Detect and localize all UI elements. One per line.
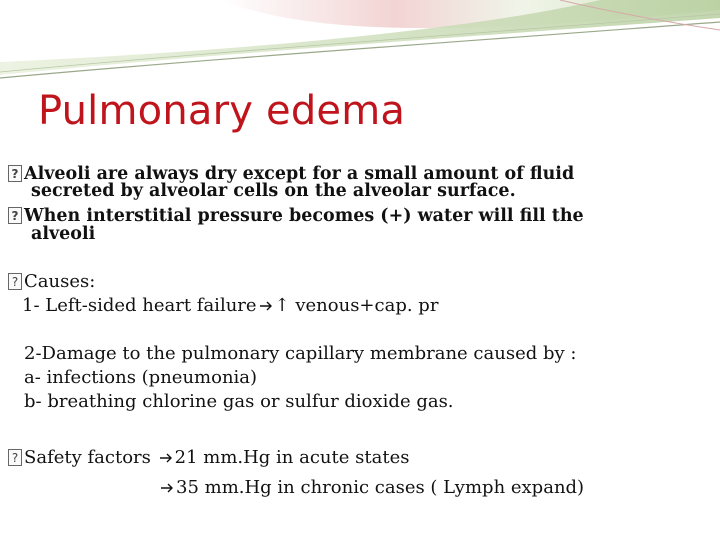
bullet-continuation: secreted by alveolar cells on the alveolar surface.	[31, 181, 516, 201]
cause-2-item-a: a- infections (pneumonia)	[24, 367, 258, 388]
cause-1	[22, 296, 438, 316]
right-arrow-icon	[160, 482, 174, 494]
safety-factors	[8, 448, 409, 468]
missing-glyph-box-icon	[8, 207, 22, 224]
safety-chronic	[158, 478, 584, 498]
safety-chronic-text: 35 mm.Hg in chronic cases ( Lymph expand)	[176, 477, 585, 498]
cause-2: 2-Damage to the pulmonary capillary membrane caused by :	[24, 343, 577, 364]
cause-1-effect: ↑ venous+cap. pr	[274, 295, 439, 316]
right-arrow-icon	[159, 452, 173, 464]
causes-label: Causes:	[24, 271, 96, 292]
bullet-text: Alveoli are always dry except for a small amount of fluid	[24, 164, 575, 184]
bullet-text: When interstitial pressure becomes (+) water will fill the	[24, 206, 584, 226]
bullet-continuation: alveoli	[31, 224, 96, 244]
safety-acute: 21 mm.Hg in acute states	[174, 447, 410, 468]
missing-glyph-box-icon	[8, 165, 22, 182]
missing-glyph-box-icon	[8, 273, 22, 290]
safety-label: Safety factors	[24, 447, 151, 468]
right-arrow-icon	[259, 300, 273, 312]
missing-glyph-box-icon	[8, 449, 22, 466]
causes-heading	[8, 272, 95, 292]
bullet-point-2	[8, 206, 584, 226]
slide-title: Pulmonary edema	[38, 88, 406, 134]
cause-2-item-b: b- breathing chlorine gas or sulfur dioxide gas.	[24, 391, 454, 412]
cause-1-text: 1- Left-sided heart failure	[22, 295, 257, 316]
